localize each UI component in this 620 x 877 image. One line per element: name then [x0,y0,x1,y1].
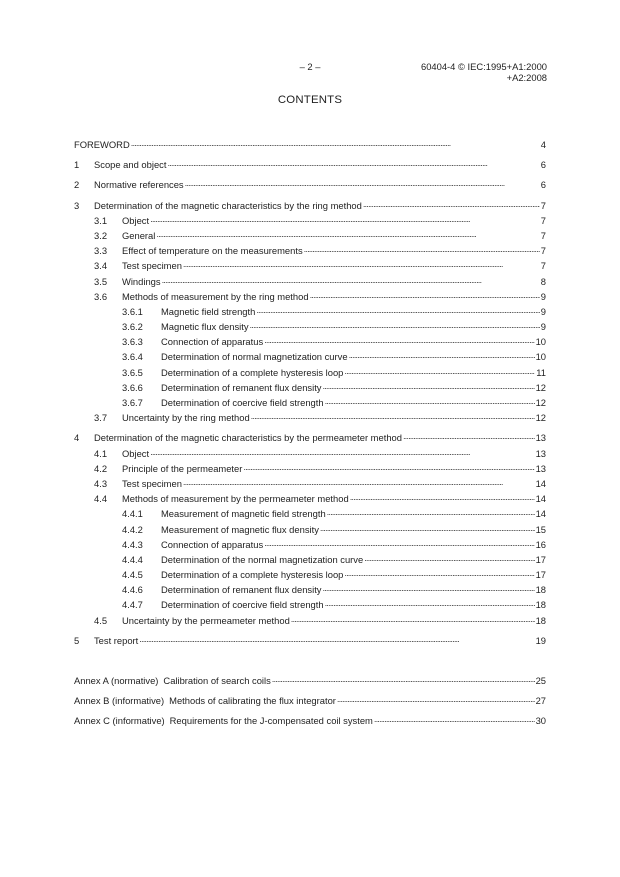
dot-leader [327,506,535,517]
dot-leader [162,274,540,285]
toc-entry-number: 4.2 [94,462,108,474]
toc-entry-number: 4.5 [94,614,108,626]
toc-entry-page: 15 [535,523,546,535]
standard-reference-line2: +A2:2008 [506,72,547,83]
dot-leader [337,693,535,704]
annex-title: Methods of calibrating the flux integrator [169,695,336,707]
toc-entry-number: 3.6 [94,290,108,302]
toc-entry-3-6-1[interactable] [74,304,546,319]
toc-entry-page: 9 [540,290,546,302]
toc-entry-label: Magnetic flux density [161,321,249,333]
toc-entry-page: 13 [535,432,546,444]
toc-entry-page: 14 [535,508,546,520]
toc-entry-annex-c[interactable] [74,713,546,728]
toc-entry-number: 1 [74,159,80,171]
toc-entry-label: Object [122,447,150,459]
toc-entry-page: 12 [535,412,546,424]
toc-entry-page: 7 [540,214,546,226]
toc-entry-4-1[interactable] [74,446,546,461]
dot-leader [185,177,540,188]
toc-entry-label: Connection of apparatus [161,538,264,550]
toc-entry-page: 11 [536,366,546,378]
toc-entry-1[interactable] [74,157,546,172]
toc-entry-page: 7 [540,260,546,272]
toc-entry-2[interactable] [74,177,546,192]
toc-entry-number: 4.4.2 [122,523,143,535]
toc-entry-number: 3.3 [94,245,108,257]
toc-entry-4[interactable] [74,430,546,445]
dot-leader [310,289,540,300]
toc-entry-4-4-5[interactable] [74,567,546,582]
standard-reference [421,61,547,83]
toc-entry-number: 3.6.3 [122,336,143,348]
toc-entry-number: 3.5 [94,275,108,287]
toc-entry-label [74,715,373,726]
dot-leader [183,476,535,487]
toc-entry-4-3[interactable] [74,476,546,491]
toc-entry-4-4-6[interactable] [74,582,546,597]
toc-entry-3-6-7[interactable] [74,395,546,410]
toc-entry-number: 3.6.7 [122,397,143,408]
toc-entry-label: Effect of temperature on the measurements [122,245,303,257]
toc-entry-label: Magnetic field strength [161,305,256,317]
toc-entry-label: Principle of the permeameter [122,462,243,474]
toc-entry-page: 6 [540,159,546,171]
dot-leader [323,380,535,391]
toc-entry-page: 17 [535,569,546,581]
toc-entry-page: 9 [540,305,546,317]
toc-entry-page: 18 [535,599,546,611]
toc-entry-label: Methods of measurement by the permeameter method [122,493,349,505]
toc-entry-number: 4.4.4 [122,553,143,565]
toc-entry-number: 3.6.5 [122,366,143,378]
toc-entry-page: 13 [535,447,546,459]
toc-entry-label: Determination of the magnetic characteristics by the permeameter method [94,432,402,444]
annex-prefix: Annex B (informative) [74,695,165,707]
toc-entry-number: 3.2 [94,229,108,241]
dot-leader [131,137,540,148]
table-of-contents [74,137,546,729]
toc-entry-label: FOREWORD [74,139,130,150]
toc-entry-number: 3.6.4 [122,351,143,363]
toc-entry-label: Determination of the magnetic characteristics by the ring method [94,199,362,211]
toc-entry-number: 3.6.1 [122,305,143,317]
toc-entry-foreword[interactable] [74,137,546,152]
toc-entry-page: 7 [540,229,546,241]
annex-prefix: Annex A (normative) [74,675,159,686]
toc-entry-number: 5 [74,634,80,646]
toc-entry-page: 7 [540,245,546,257]
toc-entry-3[interactable] [74,198,546,213]
dot-leader [150,446,534,457]
toc-entry-3-7[interactable] [74,410,546,425]
toc-entry-page: 8 [540,275,546,287]
dot-leader [320,522,535,533]
toc-entry-number: 4.3 [94,477,108,489]
toc-entry-label [74,695,336,706]
dot-leader [264,537,534,548]
toc-entry-number: 2 [74,179,80,191]
dot-leader [139,633,534,644]
dot-leader [363,198,540,209]
toc-entry-4-4-2[interactable] [74,522,546,537]
dot-leader [325,395,535,406]
page-title: CONTENTS [277,94,343,106]
toc-entry-label: Uncertainty by the permeameter method [122,614,290,626]
dot-leader [264,334,534,345]
toc-entry-4-4-7[interactable] [74,597,546,612]
toc-entry-3-4[interactable] [74,258,546,273]
dot-leader [167,157,539,168]
toc-entry-label [74,675,271,686]
annex-title: Requirements for the J-compensated coil system [169,715,373,727]
toc-entry-label: General [122,229,156,241]
toc-entry-label: Determination of remanent flux density [161,584,322,596]
toc-entry-page: 13 [535,462,546,474]
toc-entry-4-4-1[interactable] [74,506,546,521]
toc-entry-number: 3.1 [94,214,108,226]
toc-entry-4-2[interactable] [74,461,546,476]
toc-entry-number: 3.4 [94,260,108,272]
toc-entry-label: Scope and object [94,159,167,171]
toc-entry-3-5[interactable] [74,274,546,289]
toc-entry-number: 4 [74,432,80,444]
toc-entry-number: 3 [74,199,80,211]
toc-entry-page: 6 [540,179,546,191]
toc-entry-number: 4.4.3 [122,538,143,550]
dot-leader [350,491,535,502]
toc-entry-page: 4 [540,139,546,150]
standard-reference-line1: 60404-4 © IEC:1995+A1:2000 [420,61,547,72]
toc-entry-label: Measurement of magnetic flux density [161,523,319,535]
toc-entry-label: Determination of coercive field strength [161,599,324,611]
toc-entry-number: 4.4.1 [122,508,143,520]
toc-entry-page: 16 [535,538,546,550]
toc-entry-annex-a[interactable] [74,673,546,688]
annex-title: Calibration of search coils [163,675,271,686]
toc-entry-page: 10 [535,336,546,348]
dot-leader [344,567,534,578]
dot-leader [304,243,540,254]
toc-entry-3-1[interactable] [74,213,546,228]
toc-entry-page: 12 [535,381,546,393]
toc-entry-label: Determination of normal magnetization curve [161,351,348,363]
toc-entry-4-5[interactable] [74,613,546,628]
dot-leader [156,228,539,239]
toc-entry-number: 3.6.6 [122,381,143,393]
dot-leader [291,613,535,624]
toc-entry-page: 14 [535,477,546,489]
dot-leader [344,365,535,376]
dot-leader [323,582,535,593]
toc-entry-label: Windings [122,275,161,287]
toc-entry-number: 4.4.5 [122,569,143,581]
toc-entry-label: Normative references [94,179,184,191]
page-number-text: – 2 – [299,61,321,72]
toc-entry-label: Methods of measurement by the ring method [122,290,309,302]
toc-entry-label: Determination of a complete hysteresis loop [161,366,344,378]
toc-entry-3-6-6[interactable] [74,380,546,395]
toc-entry-page: 30 [535,715,546,727]
toc-entry-number: 4.4.7 [122,599,143,611]
toc-entry-label: Test specimen [122,260,182,272]
toc-entry-page: 18 [535,584,546,596]
toc-entry-3-6-3[interactable] [74,334,546,349]
toc-entry-number: 4.4.6 [122,584,143,596]
toc-entry-label: Uncertainty by the ring method [122,412,250,424]
toc-entry-3-3[interactable] [74,243,546,258]
toc-entry-3-6-4[interactable] [74,349,546,364]
toc-entry-3-6-2[interactable] [74,319,546,334]
toc-entry-3-2[interactable] [74,228,546,243]
dot-leader [325,597,535,608]
dot-leader [349,349,535,360]
toc-entry-page: 18 [535,614,546,626]
toc-entry-label: Connection of apparatus [161,336,264,348]
toc-entry-3-6[interactable] [74,289,546,304]
toc-entry-number: 3.7 [94,412,108,424]
dot-leader [272,673,535,684]
toc-entry-5[interactable] [74,633,546,648]
toc-entry-label: Determination of the normal magnetization curve [161,553,364,565]
dot-leader [403,430,535,441]
toc-entry-4-4-4[interactable] [74,552,546,567]
toc-entry-number: 4.4 [94,493,108,505]
toc-entry-page: 9 [540,321,546,333]
toc-entry-number: 4.1 [94,447,108,459]
dot-leader [150,213,540,224]
toc-entry-page: 27 [535,695,546,707]
toc-entry-page: 7 [540,199,546,211]
dot-leader [256,304,539,315]
toc-entry-page: 12 [535,397,546,408]
toc-entry-label: Test specimen [122,477,182,489]
dot-leader [364,552,534,563]
dot-leader [243,461,534,472]
toc-entry-label: Determination of a complete hysteresis loop [161,569,344,581]
dot-leader [251,410,535,421]
toc-entry-4-4[interactable] [74,491,546,506]
toc-entry-3-6-5[interactable] [74,365,546,380]
toc-entry-page: 10 [535,351,546,363]
toc-entry-page: 19 [535,634,546,646]
toc-entry-page: 25 [535,675,546,686]
toc-entry-number: 3.6.2 [122,321,143,333]
dot-leader [250,319,540,330]
toc-entry-label: Measurement of magnetic field strength [161,508,326,520]
toc-entry-label: Determination of coercive field strength [161,397,324,408]
dot-leader [374,713,535,724]
toc-entry-label: Object [122,214,150,226]
toc-entry-page: 14 [535,493,546,505]
dot-leader [183,258,540,269]
annex-prefix: Annex C (informative) [74,715,165,727]
toc-entry-label: Determination of remanent flux density [161,381,322,393]
toc-entry-annex-b[interactable] [74,693,546,708]
toc-entry-4-4-3[interactable] [74,537,546,552]
toc-entry-page: 17 [535,553,546,565]
toc-entry-label: Test report [94,634,139,646]
